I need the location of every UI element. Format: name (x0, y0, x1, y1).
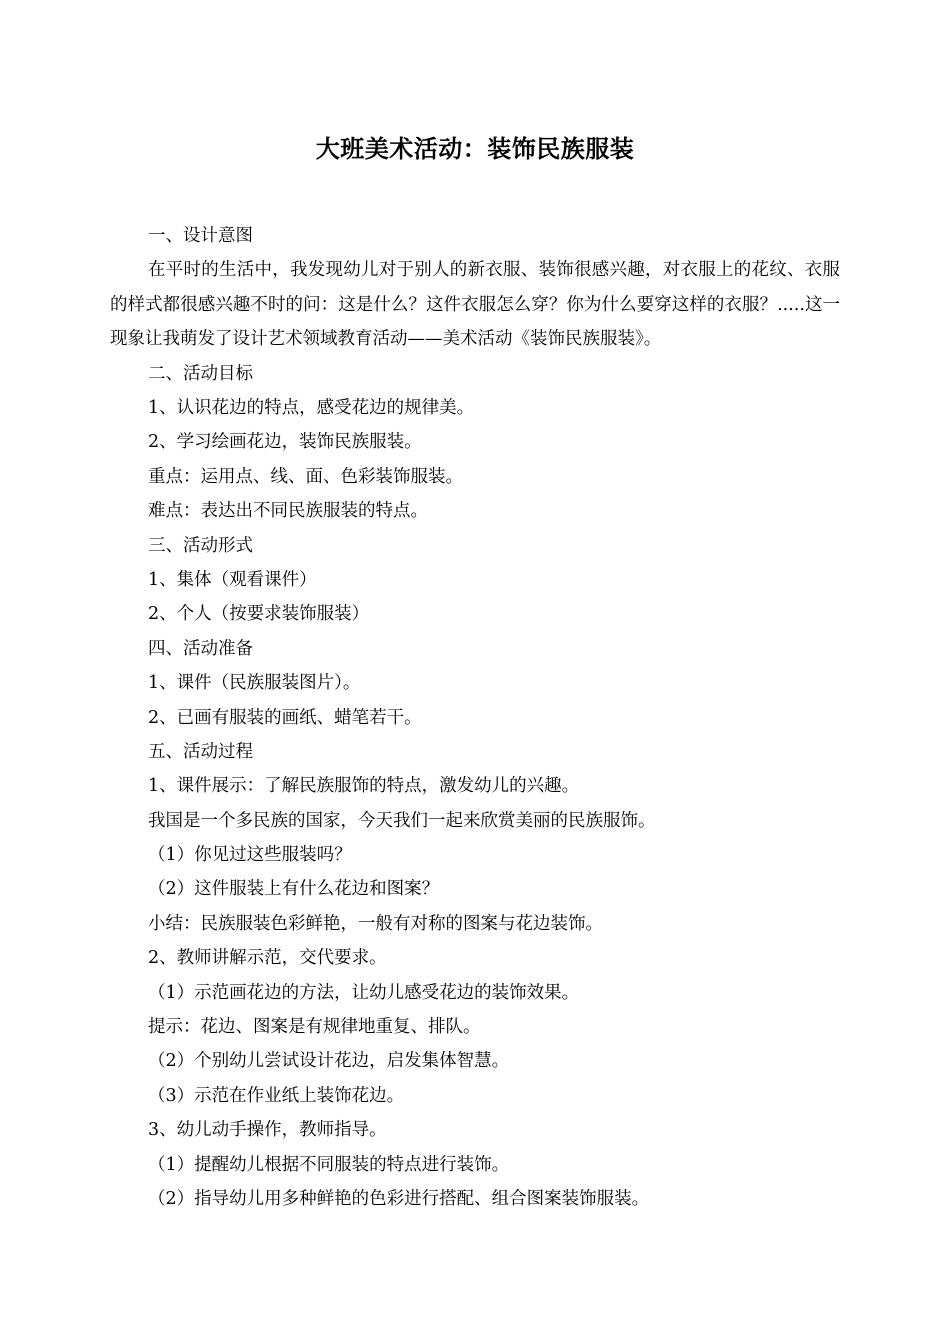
body-line: 难点：表达出不同民族服装的特点。 (148, 501, 428, 522)
document-title: 大班美术活动：装饰民族服装 (315, 134, 635, 163)
body-line: 2、已画有服装的画纸、蜡笔若干。 (148, 707, 422, 728)
body-line: （1）示范画花边的方法，让幼儿感受花边的装饰效果。 (148, 982, 580, 1003)
body-line: （1）提醒幼儿根据不同服装的特点进行装饰。 (148, 1154, 510, 1175)
body-line: 1、集体（观看课件） (148, 569, 317, 590)
body-line: （2）指导幼儿用多种鲜艳的色彩进行搭配、组合图案装饰服装。 (148, 1188, 650, 1209)
body-line: 三、活动形式 (148, 535, 253, 556)
body-line: 小结：民族服装色彩鲜艳，一般有对称的图案与花边装饰。 (148, 913, 603, 934)
body-line: 2、学习绘画花边，装饰民族服装。 (148, 432, 422, 453)
body-line: （1）你见过这些服装吗？ (148, 845, 352, 866)
body-line: 1、课件展示：了解民族服饰的特点，激发幼儿的兴趣。 (148, 776, 580, 797)
body-line: 二、活动目标 (148, 363, 253, 384)
body-line: 我国是一个多民族的国家，今天我们一起来欣赏美丽的民族服饰。 (148, 810, 656, 831)
body-line: （2）这件服装上有什么花边和图案？ (148, 879, 440, 900)
body-line: 五、活动过程 (148, 741, 253, 762)
body-paragraph: 在平时的生活中，我发现幼儿对于别人的新衣服、装饰很感兴趣，对衣服上的花纹、衣服的样式都很感兴趣不时的问：这是什么？这件衣服怎么穿？你为什么要穿这样的衣服？.....这一现象让我萌发了设计艺术领域教育活动——美术活动《装饰民族服装》。 (110, 260, 840, 350)
body-line: 2、个人（按要求装饰服装） (148, 604, 370, 625)
body-line: 重点：运用点、线、面、色彩装饰服装。 (148, 466, 463, 487)
body-line: （3）示范在作业纸上装饰花边。 (148, 1085, 405, 1106)
body-line: （2）个别幼儿尝试设计花边，启发集体智慧。 (148, 1051, 510, 1072)
body-line: 提示：花边、图案是有规律地重复、排队。 (148, 1017, 481, 1038)
document-body (110, 219, 840, 1216)
body-line: 2、教师讲解示范，交代要求。 (148, 948, 387, 969)
body-line: 3、幼儿动手操作，教师指导。 (148, 1120, 387, 1141)
body-line: 四、活动准备 (148, 638, 253, 659)
body-line: 一、设计意图 (148, 226, 253, 246)
body-line: 1、课件（民族服装图片）。 (148, 673, 361, 694)
body-line: 1、认识花边的特点，感受花边的规律美。 (148, 398, 475, 418)
